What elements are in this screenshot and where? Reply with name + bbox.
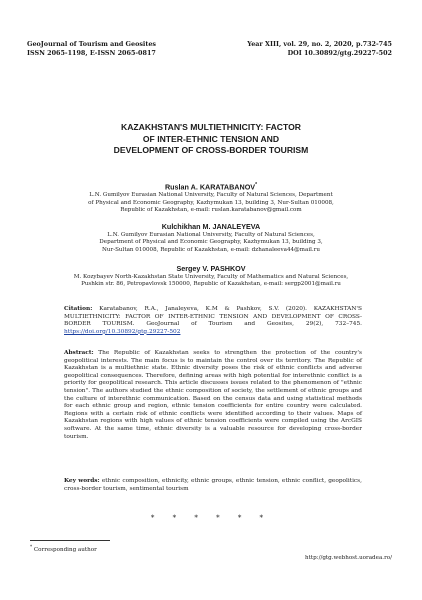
author-name: Sergey V. PASHKOV (176, 264, 246, 273)
footnote-mark: * (30, 544, 33, 549)
abstract-label: Abstract: (64, 350, 94, 356)
citation-label: Citation: (64, 306, 93, 312)
affiliation: L.N. Gumilyov Eurasian National University, Faculty of Natural Sciences, Department of Physical and Economic Geography, Kazhymukan 13, building 3, Nur-Sultan 010008, Republic of Kazakhstan, e-mail: ruslan.karatabanov@gmail.com (88, 192, 334, 214)
author-name: Ruslan A. KARATABANOV* (164, 182, 258, 192)
paper-title (40, 122, 382, 157)
affiliation: M. Kozybayev North-Kazakhstan State University, Faculty of Mathematics and Natural Sciences, Pushkin str. 86, Petropavlovsk 150000, Republic of Kazakhstan, e-mail: sergp2001@mail.ru (73, 274, 349, 288)
keywords-text: ethnic composition, ethnicity, ethnic groups, ethnic tension, ethnic conflict, geopolitics, cross-border tourism, sentimental tourism (64, 478, 362, 492)
footnote (30, 543, 97, 554)
author-block (30, 264, 392, 289)
doi: DOI 10.30892/gtg.29227-502 (287, 49, 392, 57)
corresponding-mark: * (255, 182, 258, 188)
citation-text: Karatabanov, R.A., Janaleyeva, K.M & Pashkov, S.V. (2020). KAZAKHSTAN'S MULTIETHNICITY: FACTOR OF INTER-ETHNIC TENSION AND DEVELOPMENT OF CROSS-BORDER TOURISM. GeoJournal of Tourism and Geosites, 29(2), 732–745. (64, 306, 362, 328)
title-line: KAZAKHSTAN'S MULTIETHNICITY: FACTOR (121, 122, 301, 132)
journal-name: GeoJournal of Tourism and Geosites (27, 40, 156, 48)
abstract-text: The Republic of Kazakhstan seeks to strengthen the protection of the country's geopolitical interests. The main focus is to maintain the control over its territory. The Republic of Kazakhstan is a multiethnic state. Ethnic diversity poses the risk of ethnic conflicts and adverse geopolitical consequences. Therefore, defining areas with high potential for interethnic conflict is a priority for geopolitical research. This article discusses issues related to the phenomenon of "ethnic tension". The authors studied the ethnic composition of society, the settlement of ethnic groups and the culture of interethnic communication. Based on the census data and using statistical methods for each ethnic group and region, ethnic tension coefficients for entire country were calculated. Regions with a certain risk of ethnic conflicts were identified according to their values. Maps of Kazakhstan regions with high values of ethnic tension coefficients were compiled using the ArcGIS software. At the same time, ethnic diversity is a valuable resource for developing cross-border tourism. (64, 350, 362, 440)
journal-url: http://gtg.webhost.uoradea.ro/ (305, 555, 392, 561)
doi-link[interactable]: https://doi.org/10.30892/gtg.29227-502 (64, 328, 181, 335)
volume-info: Year XIII, vol. 29, no. 2, 2020, p.732-745 (247, 40, 392, 48)
author-name: Kulchikhan M. JANALEYEVA (161, 222, 261, 231)
section-separator: * * * * * * (150, 514, 272, 522)
keywords-label: Key words: (64, 478, 100, 484)
title-line: OF INTER-ETHNIC TENSION AND (142, 133, 280, 144)
author-block (30, 180, 392, 215)
citation (64, 306, 362, 336)
affiliation: L.N. Gumilyov Eurasian National University, Faculty of Natural Sciences, Department of Physical and Economic Geography, Kazhymukan 13, building 3, Nur-Sultan 010008, Republic of Kazakhstan, e-mail: dzhanaleeva44@mail.ru (99, 232, 323, 253)
issn: ISSN 2065-1198, E-ISSN 2065-0817 (27, 49, 156, 57)
journal-header-left (27, 40, 156, 58)
keywords (64, 478, 362, 493)
journal-header-right (247, 40, 392, 58)
title-line: DEVELOPMENT OF CROSS-BORDER TOURISM (113, 145, 309, 155)
footnote-divider (30, 540, 110, 541)
author-block (30, 222, 392, 254)
abstract (64, 350, 362, 441)
footnote-text: Corresponding author (33, 546, 97, 553)
